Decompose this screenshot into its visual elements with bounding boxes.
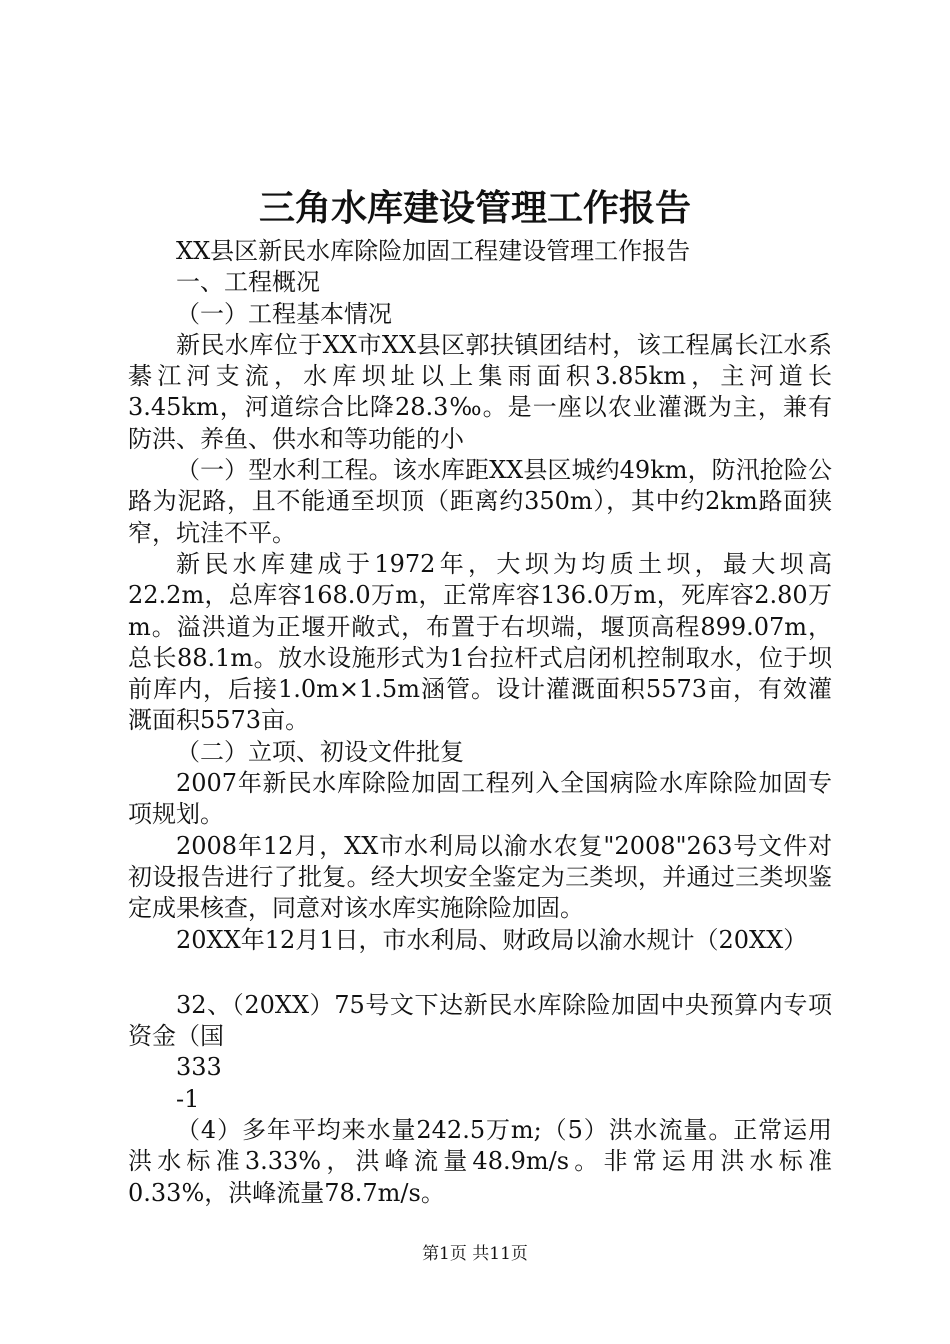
page-number-footer: 第1页 共11页 [422, 1244, 528, 1264]
report-subtitle: XX县区新民水库除险加固工程建设管理工作报告 [176, 237, 691, 265]
paragraph-funding-continued: 32、（20XX）75号文下达新民水库除险加固中央预算内专项资金（国 [128, 990, 832, 1051]
document-body [128, 236, 832, 1209]
fragment-minus-1: -1 [176, 1084, 200, 1113]
paragraph-2008-approval: 2008年12月，XX市水利局以渝水农复"2008"263号文件对初设报告进行了批复。经大坝安全鉴定为三类坝，并通过三类坝鉴定成果核查，同意对该水库实施除险加固。 [128, 831, 832, 923]
document-title: 三角水库建设管理工作报告 [258, 187, 691, 229]
paragraph-location: 新民水库位于XX市XX县区郭扶镇团结村，该工程属长江水系綦江河支流，水库坝址以上集雨面积3.85km，主河道长3.45km，河道综合比降28.3‰。是一座以农业灌溉为主，兼有防洪、养鱼、供水和等功能的小 [128, 330, 832, 453]
paragraph-2007-plan: 2007年新民水库除险加固工程列入全国病险水库除险加固专项规划。 [128, 769, 832, 829]
section-heading-overview: 一、工程概况 [176, 268, 320, 297]
paragraph-access-road: （一）型水利工程。该水库距XX县区城约49km，防汛抢险公路为泥路，且不能通至坝顶（距离约350m），其中约2km路面狭窄，坑洼不平。 [128, 456, 832, 547]
paragraph-dam-specs: 新民水库建成于1972年，大坝为均质土坝，最大坝高22.2m，总库容168.0万m，正常库容136.0万m，死库容2.80万m。溢洪道为正堰开敞式，布置于右坝端，堰顶高程899.07m，总长88.1m。放水设施形式为1台拉杆式启闭机控制取水，位于坝前库内，后接1.0m×1.5m涵管。设计灌溉面积5573亩，有效灌溉面积5573亩。 [128, 549, 832, 735]
subsection-heading-approval: （二）立项、初设文件批复 [176, 737, 464, 766]
fragment-333: 333 [176, 1053, 222, 1082]
subsection-heading-basic-info: （一）工程基本情况 [176, 299, 392, 328]
paragraph-funding-notice: 20XX年12月1日，市水利局、财政局以渝水规计（20XX） [176, 925, 808, 954]
paragraph-flood-flow: （4）多年平均来水量242.5万m;（5）洪水流量。正常运用洪水标准3.33%，洪峰流量48.9m/s。非常运用洪水标准0.33%，洪峰流量78.7m/s。 [128, 1116, 832, 1207]
blank-gap [128, 956, 832, 990]
